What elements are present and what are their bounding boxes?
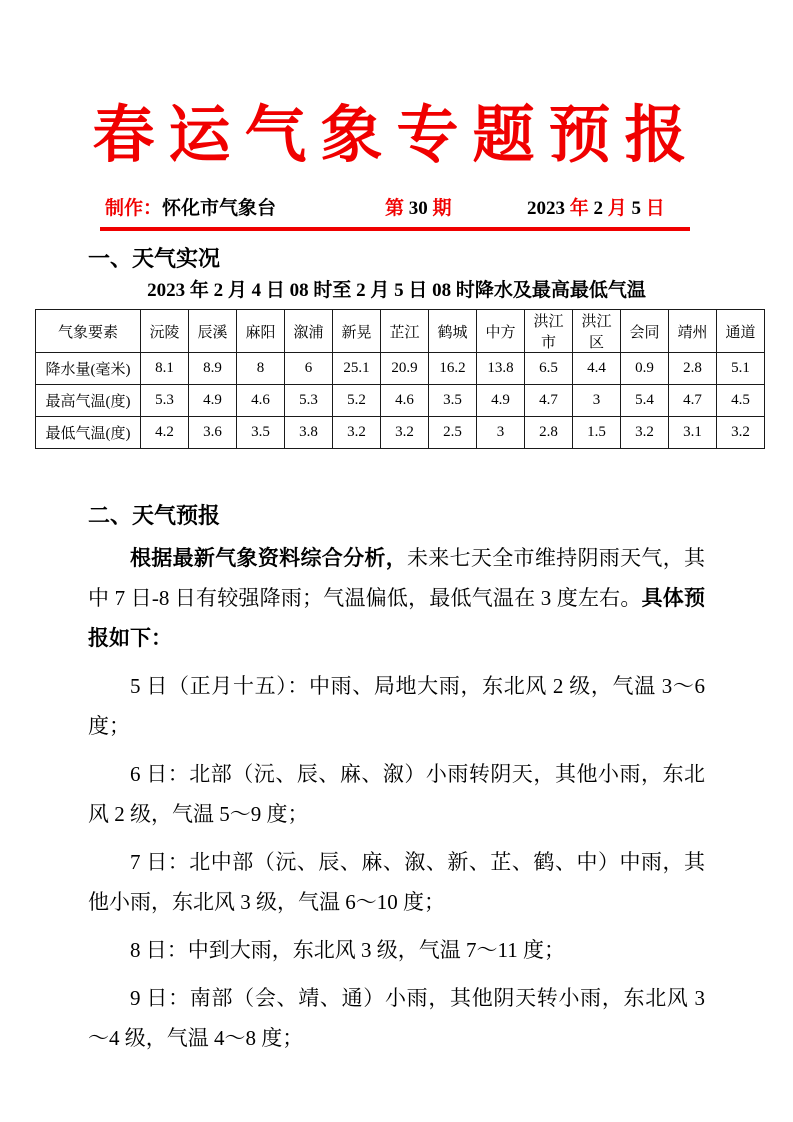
weather-table-title: 2023 年 2 月 4 日 08 时至 2 月 5 日 08 时降水及最高最低气温	[147, 280, 646, 301]
section1-heading: 一、天气实况	[88, 246, 221, 271]
producer-value: 怀化市气象台	[162, 198, 277, 219]
weather-table	[35, 309, 765, 449]
date-year-unit: 年	[569, 198, 589, 219]
header-cell: 辰溪	[189, 310, 237, 353]
header-cell: 沅陵	[141, 310, 189, 353]
header-cell: 气象要素	[36, 310, 141, 353]
section2-heading: 二、天气预报	[88, 503, 221, 528]
producer-label: 制作：	[105, 198, 163, 219]
header-cell: 通道	[717, 310, 765, 353]
table-header-row	[36, 310, 765, 353]
table-cell: 5.2	[333, 385, 381, 417]
table-cell: 3.5	[429, 385, 477, 417]
header-cell: 洪江市	[525, 310, 573, 353]
table-cell: 3.2	[621, 417, 669, 449]
table-cell: 6	[285, 353, 333, 385]
row-label: 最高气温(度)	[36, 385, 141, 417]
table-cell: 5.3	[141, 385, 189, 417]
forecast-day6: 6 日：北部（沅、辰、麻、溆）小雨转阴天，其他小雨，东北风 2 级，气温 5～9 度；	[88, 762, 705, 826]
table-cell: 4.9	[189, 385, 237, 417]
table-cell: 20.9	[381, 353, 429, 385]
document-title: 春运气象专题预报	[92, 102, 701, 170]
table-cell: 3	[477, 417, 525, 449]
table-cell: 4.6	[381, 385, 429, 417]
table-cell: 3	[573, 385, 621, 417]
forecast-intro	[88, 538, 705, 658]
date-day: 5	[626, 198, 646, 219]
header-cell: 鹤城	[429, 310, 477, 353]
date-year: 2023	[527, 198, 570, 219]
row-label: 最低气温(度)	[36, 417, 141, 449]
table-cell: 3.2	[333, 417, 381, 449]
table-cell: 4.6	[237, 385, 285, 417]
table-cell: 4.7	[525, 385, 573, 417]
table-cell: 8	[237, 353, 285, 385]
table-cell: 0.9	[621, 353, 669, 385]
header-cell: 会同	[621, 310, 669, 353]
table-cell: 4.9	[477, 385, 525, 417]
header-cell: 中方	[477, 310, 525, 353]
table-cell: 3.8	[285, 417, 333, 449]
table-cell: 4.2	[141, 417, 189, 449]
table-cell: 8.1	[141, 353, 189, 385]
forecast-body	[88, 538, 705, 1058]
header-cell: 靖州	[669, 310, 717, 353]
table-cell: 13.8	[477, 353, 525, 385]
intro-bold-lead: 根据最新气象资料综合分析，	[130, 546, 407, 570]
table-cell: 5.1	[717, 353, 765, 385]
date-day-unit: 日	[645, 198, 665, 219]
producer-line	[105, 194, 276, 224]
meta-row	[0, 194, 793, 224]
table-cell: 5.4	[621, 385, 669, 417]
table-cell: 4.5	[717, 385, 765, 417]
date-month: 2	[588, 198, 608, 219]
table-cell: 8.9	[189, 353, 237, 385]
forecast-day9: 9 日：南部（会、靖、通）小雨，其他阴天转小雨，东北风 3～4 级，气温 4～8 度；	[88, 986, 705, 1050]
issue-value: 30	[404, 198, 433, 219]
table-row-max-temp	[36, 385, 765, 417]
intro-regular: 未来七天全市维持阴雨天气，其中 7 日-8 日有较强降雨；气温偏低，最低气温在 3 度左右。	[88, 546, 705, 610]
table-cell: 3.2	[717, 417, 765, 449]
table-cell: 1.5	[573, 417, 621, 449]
table-cell: 3.1	[669, 417, 717, 449]
header-divider	[100, 227, 690, 231]
intro-bold-tail: 具体预报如下：	[88, 586, 705, 650]
table-row-precipitation	[36, 353, 765, 385]
header-cell: 新晃	[333, 310, 381, 353]
table-row-min-temp	[36, 417, 765, 449]
table-cell: 4.4	[573, 353, 621, 385]
issue-prefix: 第	[385, 198, 405, 219]
header-cell: 麻阳	[237, 310, 285, 353]
header-cell: 芷江	[381, 310, 429, 353]
date-month-unit: 月	[607, 198, 627, 219]
table-cell: 6.5	[525, 353, 573, 385]
forecast-day5: 5 日（正月十五）：中雨、局地大雨，东北风 2 级，气温 3～6 度；	[88, 674, 705, 738]
table-cell: 5.3	[285, 385, 333, 417]
table-cell: 3.2	[381, 417, 429, 449]
table-cell: 2.5	[429, 417, 477, 449]
forecast-day7: 7 日：北中部（沅、辰、麻、溆、新、芷、鹤、中）中雨，其他小雨，东北风 3 级，气温 6～10 度；	[88, 850, 705, 914]
table-cell: 3.6	[189, 417, 237, 449]
row-label: 降水量(毫米)	[36, 353, 141, 385]
header-cell: 溆浦	[285, 310, 333, 353]
table-cell: 3.5	[237, 417, 285, 449]
table-cell: 16.2	[429, 353, 477, 385]
table-cell: 2.8	[525, 417, 573, 449]
table-cell: 2.8	[669, 353, 717, 385]
table-cell: 25.1	[333, 353, 381, 385]
issue-number	[385, 194, 452, 224]
issue-date	[527, 194, 665, 224]
issue-suffix: 期	[432, 198, 452, 219]
forecast-day8: 8 日：中到大雨，东北风 3 级，气温 7～11 度；	[130, 938, 565, 962]
table-cell: 4.7	[669, 385, 717, 417]
header-cell: 洪江区	[573, 310, 621, 353]
